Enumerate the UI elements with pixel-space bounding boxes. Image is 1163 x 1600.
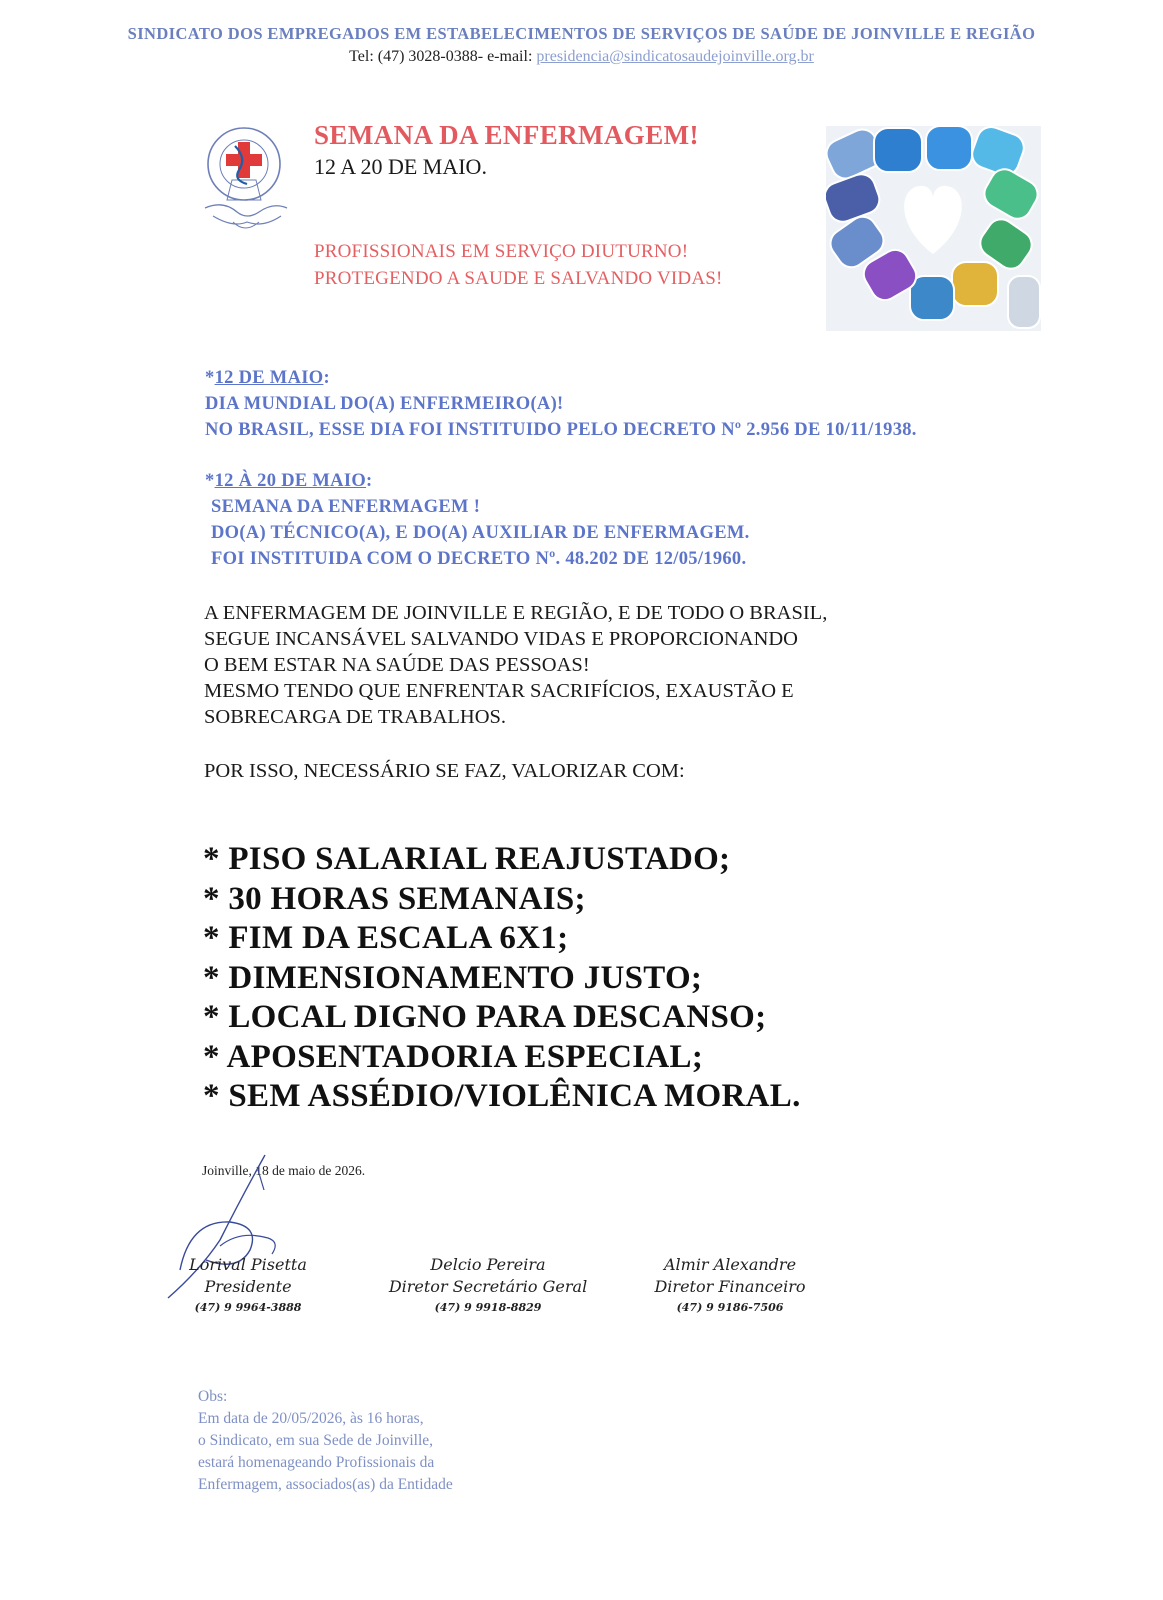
signature-phone: (47) 9 9918-8829 [434, 1301, 542, 1314]
section-2-heading: 12 À 20 DE MAIO [214, 471, 367, 491]
headline-title: SEMANA DA ENFERMAGEM! [314, 120, 699, 150]
demand-item: * APOSENTADORIA ESPECIAL; [203, 1038, 704, 1075]
contact-line [0, 48, 1163, 66]
headline-slogan [314, 238, 723, 292]
place-date: Joinville, 18 de maio de 2026. [202, 1163, 366, 1178]
obs-line: estará homenageando Profissionais da [198, 1454, 435, 1471]
headline-dates: 12 A 20 DE MAIO. [314, 154, 487, 179]
demand-item: * 30 HORAS SEMANAIS; [203, 880, 586, 917]
obs-line: o Sindicato, em sua Sede de Joinville, [198, 1432, 434, 1449]
section-2-line-3: FOI INSTITUIDA COM O DECRETO Nº. 48.202 DE 12/05/1960. [211, 549, 747, 569]
section-1-asterisk: * [205, 368, 215, 388]
signature-role: Diretor Secretário Geral [388, 1277, 588, 1296]
demands-list [203, 840, 801, 1117]
obs-label: Obs: [198, 1388, 228, 1405]
signature-name: Almir Alexandre [663, 1255, 797, 1274]
section-1-heading: 12 DE MAIO [214, 368, 324, 388]
section-nursing-week [205, 468, 750, 572]
gloved-fists-heart-icon [826, 126, 1041, 331]
body-line: A ENFERMAGEM DE JOINVILLE E REGIÃO, E DE TODO O BRASIL, [204, 602, 828, 624]
signature-block-president [128, 1254, 368, 1318]
section-2-line-2: DO(A) TÉCNICO(A), E DO(A) AUXILIAR DE ENFERMAGEM. [211, 523, 750, 543]
body-paragraph [204, 600, 827, 730]
section-2-colon: : [366, 471, 373, 491]
slogan-line-2: PROTEGENDO A SAUDE E SALVANDO VIDAS! [314, 268, 723, 289]
section-1-line-2: NO BRASIL, ESSE DIA FOI INSTITUIDO PELO DECRETO Nº 2.956 DE 10/11/1938. [205, 420, 917, 440]
body-closing: POR ISSO, NECESSÁRIO SE FAZ, VALORIZAR COM: [204, 760, 685, 782]
signature-name: Lorival Pisetta [189, 1255, 307, 1274]
section-1-line-1: DIA MUNDIAL DO(A) ENFERMEIRO(A)! [205, 394, 564, 414]
signature-name: Delcio Pereira [430, 1255, 546, 1274]
section-1-colon: : [323, 368, 330, 388]
demand-item: * DIMENSIONAMENTO JUSTO; [203, 959, 703, 996]
demand-item: * LOCAL DIGNO PARA DESCANSO; [203, 999, 767, 1035]
signature-role: Presidente [204, 1277, 292, 1296]
organization-name: SINDICATO DOS EMPREGADOS EM ESTABELECIMENTOS DE SERVIÇOS DE SAÚDE DE JOINVILLE E REGIÃO [127, 24, 1036, 43]
signature-block-treasurer [610, 1254, 850, 1318]
slogan-line-1: PROFISSIONAIS EM SERVIÇO DIUTURNO! [314, 241, 689, 262]
contact-phone: Tel: (47) 3028-0388- e-mail: [349, 48, 537, 65]
signature-block-secretary [368, 1254, 608, 1318]
section-2-line-1: SEMANA DA ENFERMAGEM ! [211, 497, 481, 517]
body-line: O BEM ESTAR NA SAÚDE DAS PESSOAS! [204, 654, 590, 676]
signature-phone: (47) 9 9186-7506 [676, 1301, 784, 1314]
section-world-nurse-day [205, 365, 917, 443]
body-line: MESMO TENDO QUE ENFRENTAR SACRIFÍCIOS, EXAUSTÃO E [204, 680, 794, 702]
demand-item: * PISO SALARIAL REAJUSTADO; [203, 841, 731, 877]
demand-item: * SEM ASSÉDIO/VIOLÊNICA MORAL. [203, 1078, 801, 1114]
obs-line: Em data de 20/05/2026, às 16 horas, [198, 1410, 424, 1427]
contact-email-link[interactable]: presidencia@sindicatosaudejoinville.org.br [536, 48, 814, 65]
signature-role: Diretor Financeiro [654, 1277, 806, 1296]
section-2-asterisk: * [205, 471, 215, 491]
observation-note [198, 1386, 453, 1496]
demand-item: * FIM DA ESCALA 6X1; [203, 920, 569, 956]
union-seal-icon [203, 124, 289, 236]
signature-phone: (47) 9 9964-3888 [194, 1301, 302, 1314]
body-line: SEGUE INCANSÁVEL SALVANDO VIDAS E PROPORCIONANDO [204, 628, 798, 650]
body-line: SOBRECARGA DE TRABALHOS. [204, 706, 507, 728]
obs-line: Enfermagem, associados(as) da Entidade [198, 1476, 453, 1493]
